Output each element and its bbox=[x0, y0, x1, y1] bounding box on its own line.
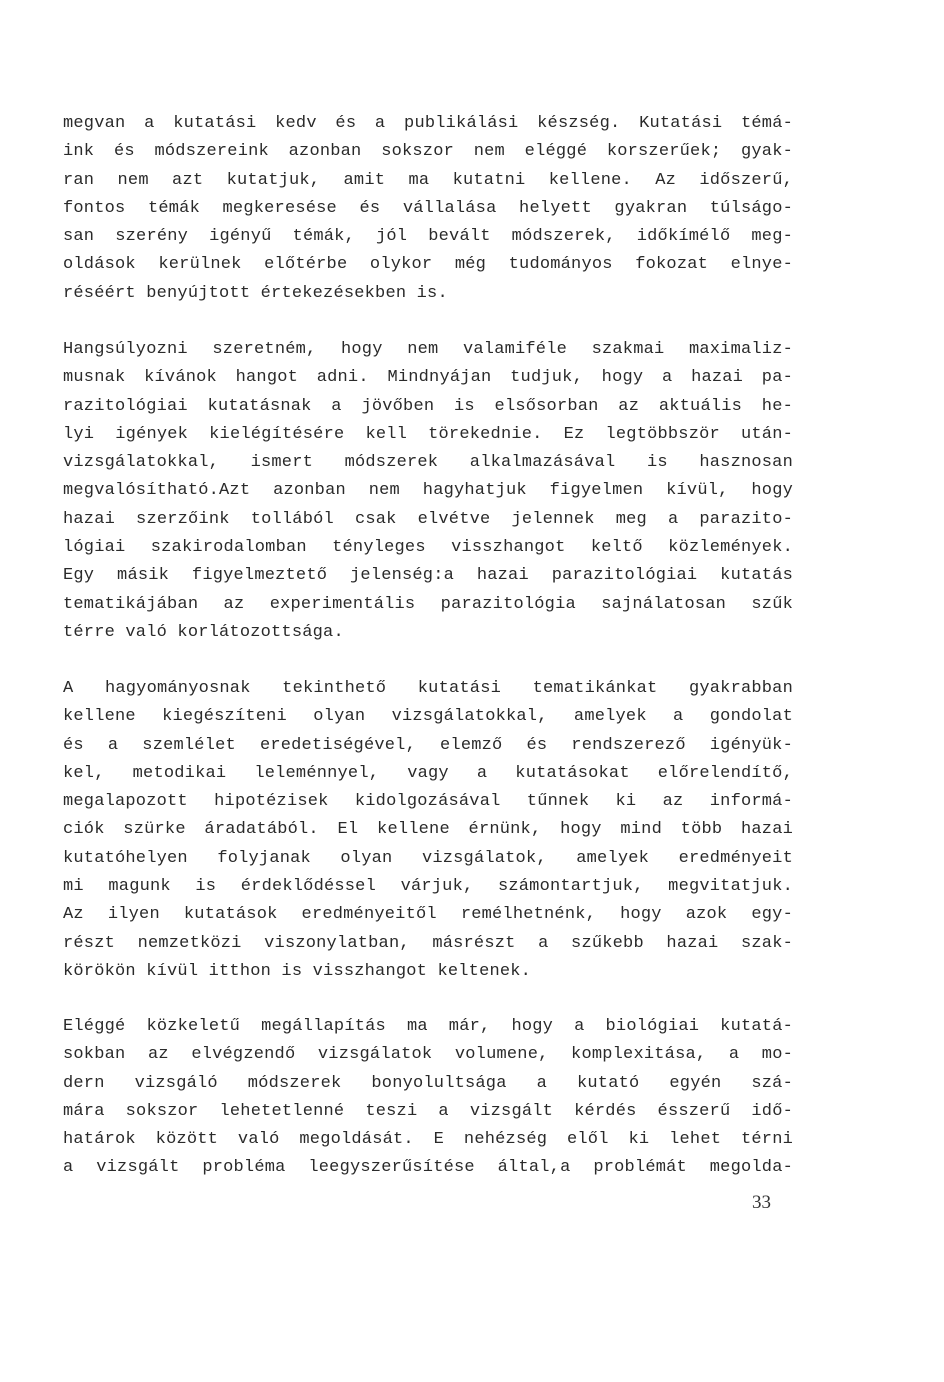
text-line: ink és módszereink azonban sokszor nem eléggé korszerűek; gyak- bbox=[63, 142, 793, 162]
text-line: részt nemzetközi viszonylatban, másrészt a szűkebb hazai szak- bbox=[63, 933, 793, 953]
text-line: a vizsgált probléma leegyszerűsítése által,a problémát megolda- bbox=[63, 1158, 793, 1178]
text-line: Eléggé közkeletű megállapítás ma már, hogy a biológiai kutatá- bbox=[63, 1017, 793, 1036]
text-line: tematikájában az experimentális parazitológia sajnálatosan szűk bbox=[63, 594, 793, 614]
text-line: Hangsúlyozni szeretném, hogy nem valamiféle szakmai maximaliz- bbox=[63, 340, 793, 359]
text-line: kellene kiegészíteni olyan vizsgálatokkal, amelyek a gondolat bbox=[63, 707, 793, 727]
text-line: ran nem azt kutatjuk, amit ma kutatni kellene. Az időszerű, bbox=[63, 170, 793, 190]
text-line: dern vizsgáló módszerek bonyolultsága a kutató egyén szá- bbox=[63, 1073, 793, 1093]
text-line: hazai szerzőink tollából csak elvétve jelennek meg a parazito- bbox=[63, 509, 793, 529]
text-line: san szerény igényű témák, jól bevált módszerek, időkímélő meg- bbox=[63, 227, 793, 247]
text-line: térre való korlátozottsága. bbox=[63, 622, 344, 642]
text-line: kutatóhelyen folyjanak olyan vizsgálatok, amelyek eredményeit bbox=[63, 848, 793, 868]
text-line: sokban az elvégzendő vizsgálatok volumene, komplexitása, a mo- bbox=[63, 1045, 793, 1065]
text-line: kel, metodikai leleménnyel, vagy a kutatásokat előrelendítő, bbox=[63, 763, 793, 783]
text-line: fontos témák megkeresése és vállalása helyett gyakran túlságo- bbox=[63, 198, 793, 218]
paragraph-4 bbox=[63, 1013, 793, 1183]
text-line: és a szemlélet eredetiségével, elemző és rendszerező igényük- bbox=[63, 735, 793, 755]
paragraph-3 bbox=[63, 675, 793, 986]
paragraph-1 bbox=[63, 110, 793, 308]
text-line: megvan a kutatási kedv és a publikálási készség. Kutatási témá- bbox=[63, 114, 793, 133]
text-line: A hagyományosnak tekinthető kutatási tematikánkat gyakrabban bbox=[63, 679, 793, 698]
text-line: vizsgálatokkal, ismert módszerek alkalmazásával is hasznosan bbox=[63, 453, 793, 473]
text-line: megvalósítható.Azt azonban nem hagyhatjuk figyelmen kívül, hogy bbox=[63, 481, 793, 501]
text-line: megalapozott hipotézisek kidolgozásával tűnnek ki az informá- bbox=[63, 792, 793, 812]
text-line: réséért benyújtott értekezésekben is. bbox=[63, 283, 448, 303]
text-line: határok között való megoldását. E nehézség elől ki lehet térni bbox=[63, 1130, 793, 1150]
text-line: oldások kerülnek előtérbe olykor még tudományos fokozat elnye- bbox=[63, 255, 793, 275]
text-line: lyi igények kielégítésére kell törekednie. Ez legtöbbször után- bbox=[63, 424, 793, 444]
text-line: mi magunk is érdeklődéssel várjuk, számontartjuk, megvitatjuk. bbox=[63, 877, 793, 897]
text-line: lógiai szakirodalomban tényleges visszhangot keltő közlemények. bbox=[63, 538, 793, 558]
text-line: Az ilyen kutatások eredményeitől remélhetnénk, hogy azok egy- bbox=[63, 905, 793, 925]
text-line: razitológiai kutatásnak a jövőben is elsősorban az aktuális he- bbox=[63, 396, 793, 416]
text-line: Egy másik figyelmeztető jelenség:a hazai parazitológiai kutatás bbox=[63, 566, 793, 586]
text-line: mára sokszor lehetetlenné teszi a vizsgált kérdés ésszerű idő- bbox=[63, 1101, 793, 1121]
text-line: körökön kívül itthon is visszhangot keltenek. bbox=[63, 961, 532, 981]
page-number: 33 bbox=[752, 1192, 771, 1213]
text-line: musnak kívánok hangot adni. Mindnyájan tudjuk, hogy a hazai pa- bbox=[63, 368, 793, 388]
paragraph-2 bbox=[63, 336, 793, 647]
text-line: ciók szürke áradatából. El kellene érnünk, hogy mind több hazai bbox=[63, 820, 793, 840]
